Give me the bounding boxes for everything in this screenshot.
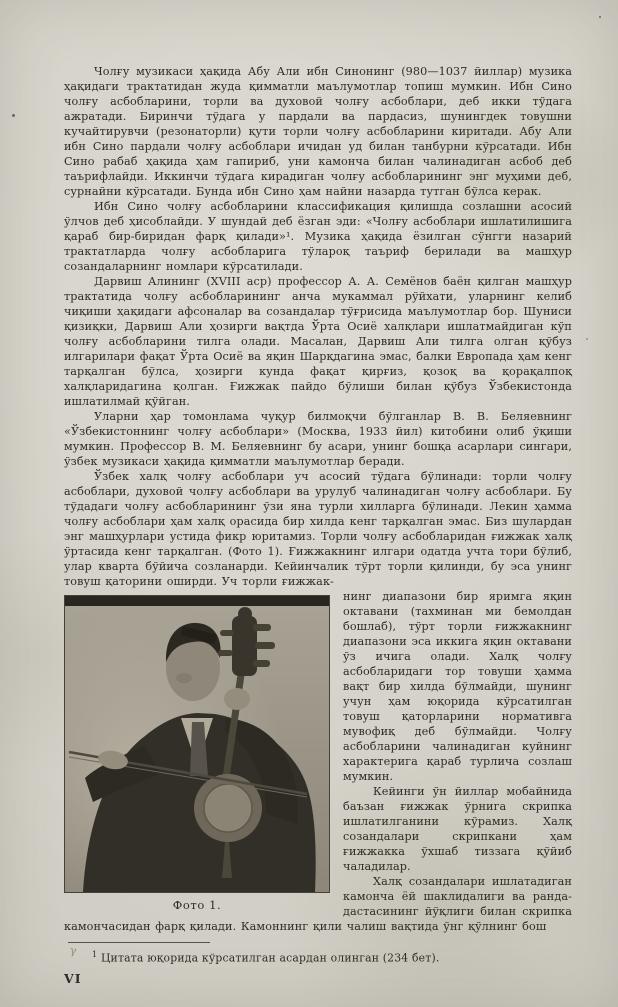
footnote-text: Цитата юқорида кўрсатилган асардан олинган (234 бет). xyxy=(100,951,440,965)
footnote-marker: 1 xyxy=(92,950,98,959)
photo-top-band xyxy=(65,596,329,606)
page-content xyxy=(64,64,572,986)
footnote-block xyxy=(64,934,572,986)
paragraph-darvish-ali: Дарвиш Алининг (XVIII аср) профессор А. А. Семёнов баён қилган машҳур трактатида чолғу асбобларининг анча мукаммал рўйхати, уларнинг келиб чиқиши ҳақидаги афсоналар ва созандалар тўғрисида маълумотлар бор. Шуниси қизиқки, Дарвиш Али ҳозирги вақтда Ўрта Осиё халқлари ишлатмайдиган кўп чолғу асбобларини тилга олади. Масалан, Дарвиш Али тилга олган қўбуз илгарилари фақат Ўрта Осиё ва яқин Шарқдагина эмас, балки Европада ҳам кенг тарқалган бўлса, ҳозирги кунда фақат қирғиз, қозоқ ва қорақалпоқ халқларидагина қолган. Ғижжак пайдо бўлиши билан қўбуз Ўзбекистонда ишлатилмай қўйган. xyxy=(64,275,572,408)
paragraph-classification: Ибн Сино чолғу асбобларини классификация қилишда созлашни асосий ўлчов деб ҳисоблайди. У шундай деб ёзган эди: «Чолғу асбоблари ишлатилишига қараб бир-биридан фарқ қилади»¹. Музика ҳақида ёзилган сўнгги назарий трактатларда чолғу асбобларига тўлароқ таъриф берилади ва машҳур созандаларнинг номлари кўрсатилади. xyxy=(64,200,572,273)
page-number: VI xyxy=(64,970,82,986)
left-hand-on-neck xyxy=(224,688,250,710)
paragraph-gidjak-range: нинг диапазони бир яримга яқин октавани (тахминан ми бемолдан бошлаб), тўрт торли ғижжакнинг диапазони эса иккига яқин октавани ўз ичига олади. Халқ чолғу асбобларидаги тор товуши ҳамма вақт бир хилда бўлмайди, шунинг учун ҳам юқорида кўрсатилган товуш қаторларини нормативга мувофиқ деб бўлмайди. Чолғу асбобларини чалинадиган куйнинг характерига қараб турлича созлаш мумкин. xyxy=(343,590,572,783)
photo-man-playing-gidjak xyxy=(64,595,330,893)
paragraph-bow-difference: Халқ созандалари ишлатадиган камонча ёй шаклидалиги ва ранда-дастасининг йўқлиги билан скрипка камончасидан фарқ қилади. Камоннинг қили чалиш вақтида ўнг қўлнинг бош xyxy=(64,875,572,933)
paragraph-instrument-groups: Ўзбек халқ чолғу асбоблари уч асосий тўдага бўлинади: торли чолғу асбоблари, духовой чолғу асбоблари ва урулуб чалинадиган чолғу асбоблари. Бу тўдадаги чолғу асбобларининг ўзи яна турли хилларга бўлинади. Лекин ҳамма чолғу асбоблари ҳам халқ орасида бир хилда кенг тарқалган эмас. Биз шулардан энг машҳурлари устида фикр юритамиз. Торли чолғу асбобларидан ғижжак халқ ўртасида кенг тарқалган. (Фото 1). Ғижжакнинг илгари одатда учта тори бўлиб, улар кварта бўйича созланарди. Кейинчалик тўрт торли қилинди, бу эса унинг товуш қаторини оширди. Уч торли ғижжак- xyxy=(64,470,572,588)
photo-caption: Фото 1. xyxy=(172,898,222,912)
scan-speck xyxy=(599,16,601,18)
paragraph-violin-usage: Кейинги ўн йиллар мобайнида баъзан ғижжак ўрнига скрипка ишлатилганини кўрамиз. Халқ созандалари скрипкани ҳам ғижжакка ўхшаб тиззага қўйиб чаладилар. xyxy=(343,785,572,873)
gidjak-player-illustration xyxy=(65,596,329,892)
photo-figure xyxy=(64,595,330,912)
paragraph-belyaev-book: Уларни ҳар томонлама чуқур билмоқчи бўлганлар В. В. Беляевнинг «Ўзбекистоннинг чолғу асбоблари» (Москва, 1933 йил) китобини олиб ўқиши мумкин. Профессор В. М. Беляевнинг бу асари, унинг бошқа асарлари сингари, ўзбек музикаси ҳақида қимматли маълумотлар беради. xyxy=(64,410,572,468)
pencil-mark: γ xyxy=(69,943,78,958)
footnote-rule xyxy=(68,942,210,943)
footnote xyxy=(64,948,572,965)
scan-speck xyxy=(586,338,588,340)
paragraph-ibn-sino-intro: Чолғу музикаси ҳақида Абу Али ибн Синонинг (980—1037 йиллар) музика ҳақидаги трактатидан жуда қимматли маълумотлар топиш мумкин. Ибн Сино чолғу асбобларини, торли ва духовой чолғу асбоблари, деб икки тўдага ажратади. Биринчи тўдага у пардали ва пардасиз, шунингдек товушни кучайтирувчи (резонаторли) қути торли чолғу асбобларини киритади. Абу Али ибн Сино пардали чолғу асбоблари ичидан уд билан танбурни кўрсатади. Ибн Сино рабаб ҳақида ҳам гапириб, уни камонча билан чалинадиган асбоб деб таърифлайди. Иккинчи тўдага кирадиган чолғу асбобларининг энг муҳими деб, сурнайни кўрсатади. Бунда ибн Сино ҳам найни назарда тутган бўлса керак. xyxy=(64,65,572,198)
scan-speck xyxy=(12,114,15,117)
